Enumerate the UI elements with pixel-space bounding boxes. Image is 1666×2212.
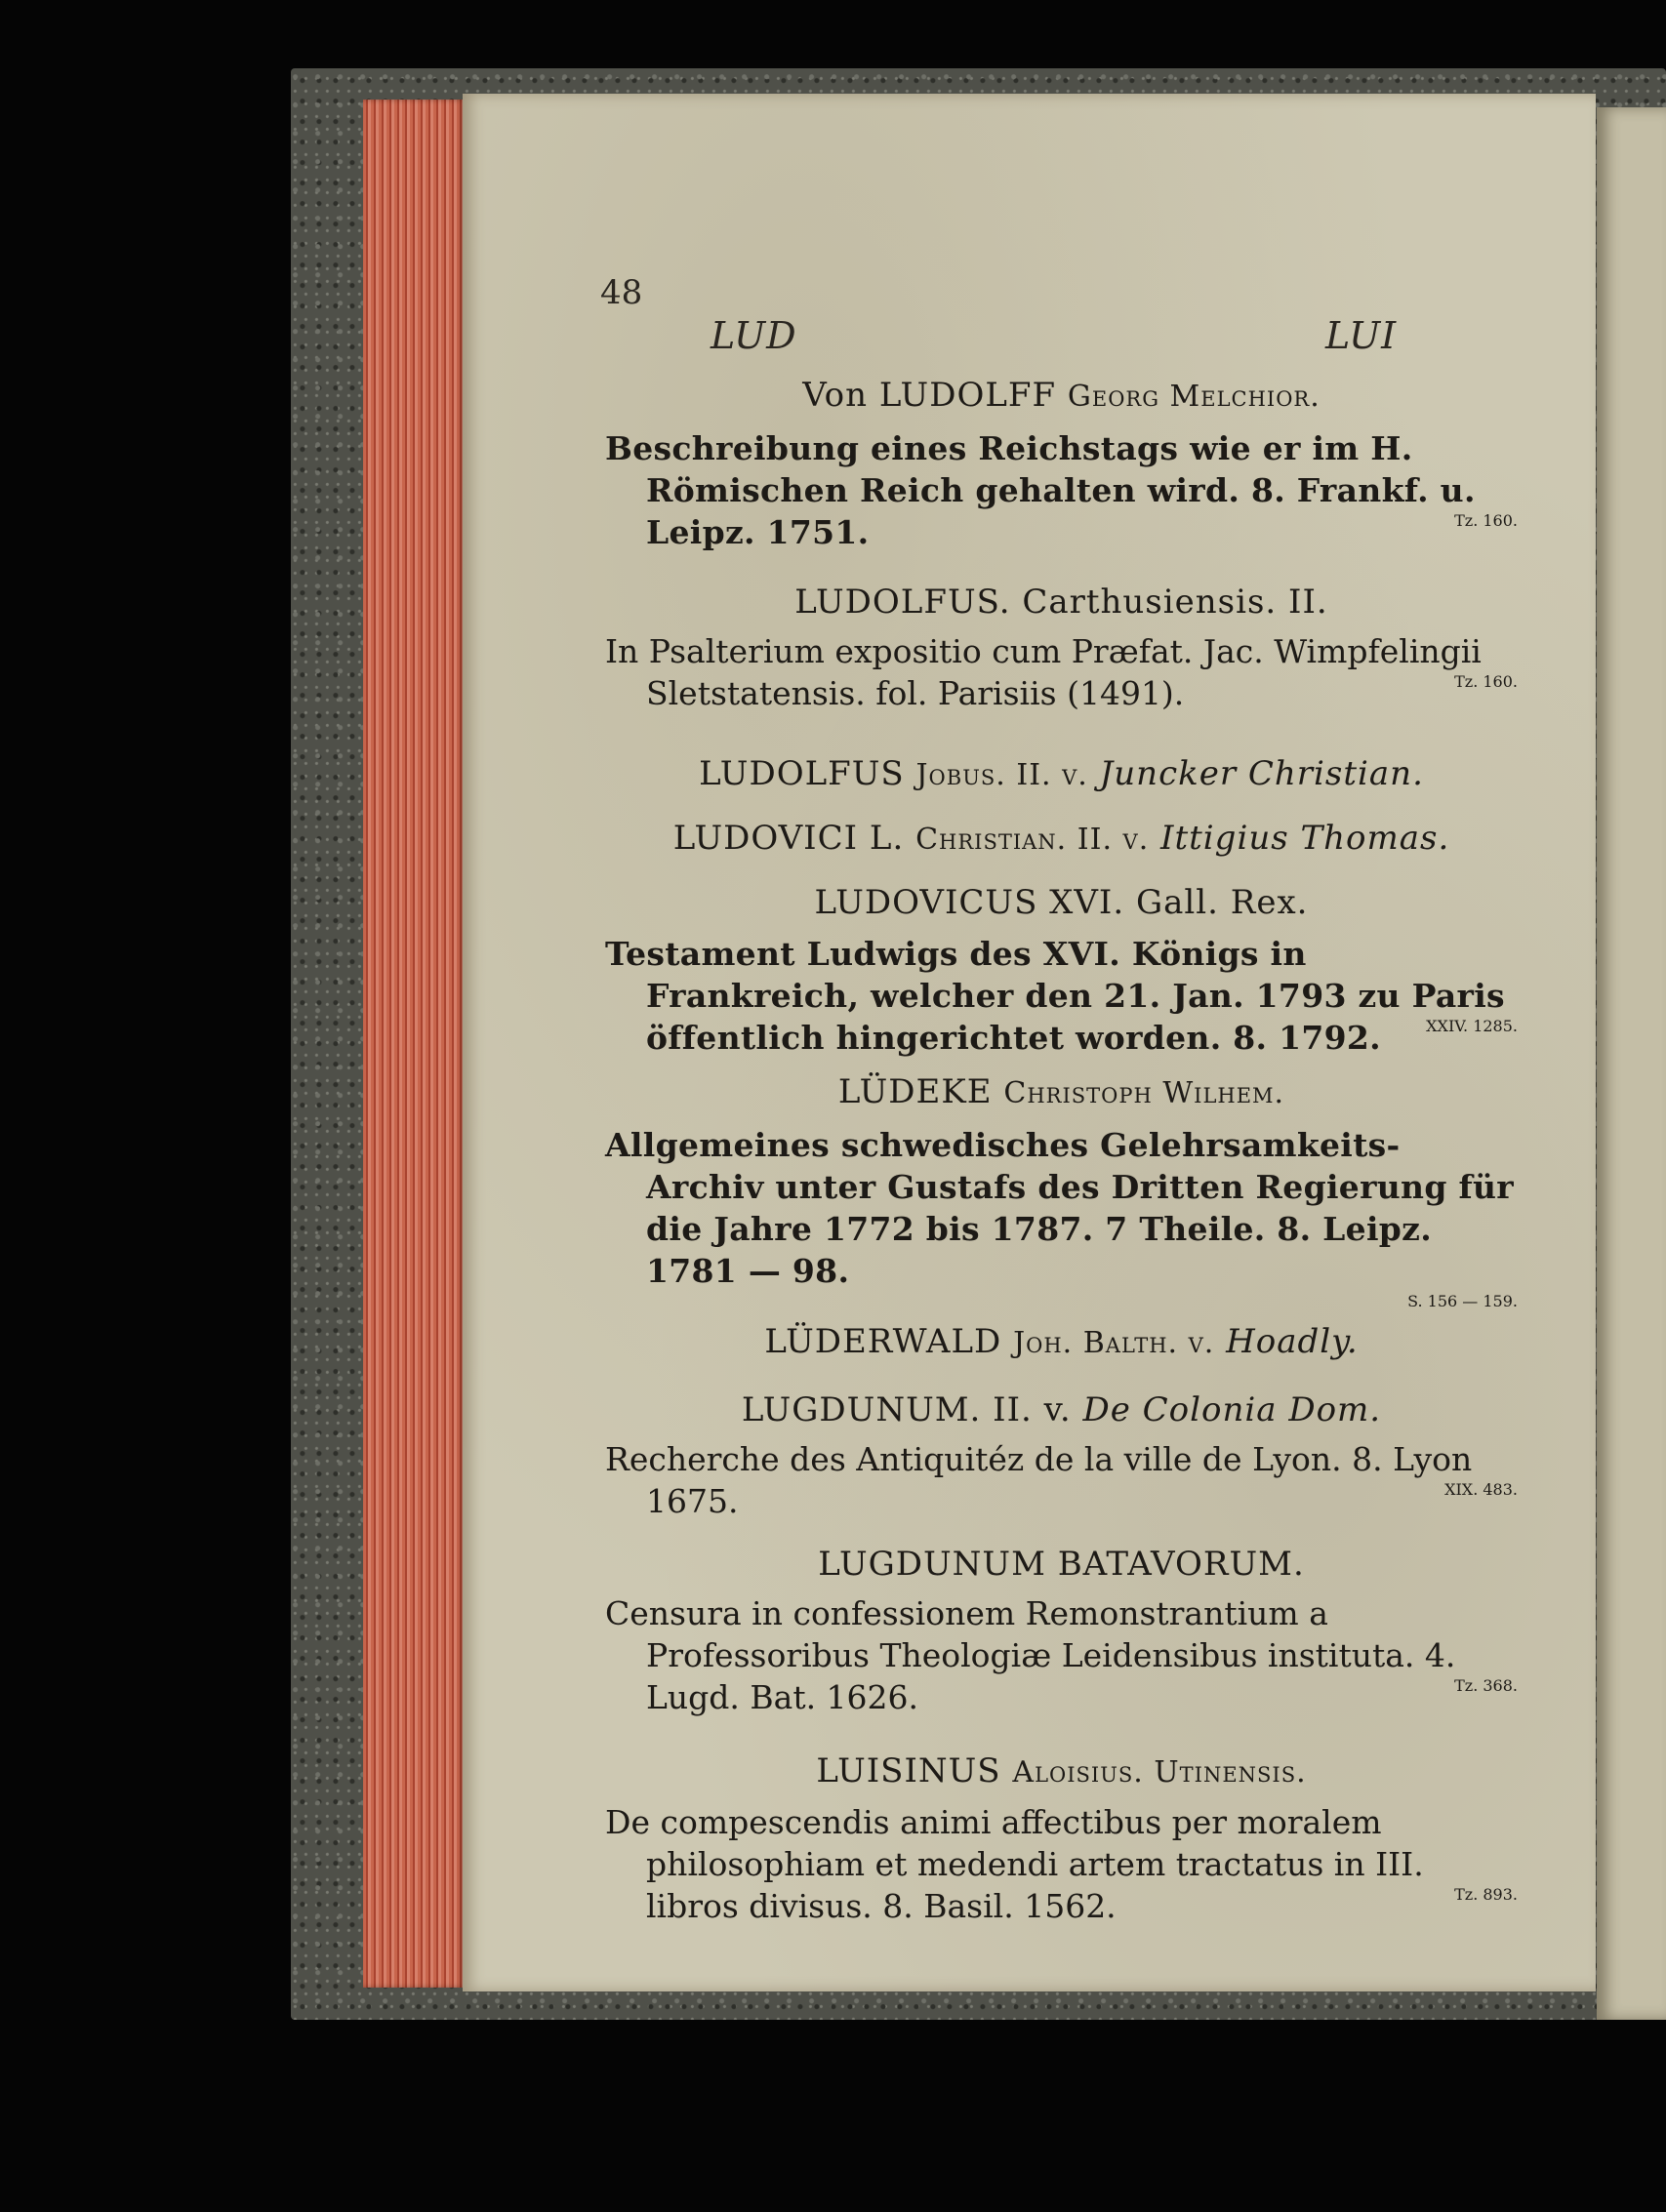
entry-reference: S. 156 — 159. bbox=[1407, 1292, 1518, 1310]
entry-reference: Tz. 368. bbox=[1454, 1676, 1518, 1695]
entry-reference: Tz. 160. bbox=[1454, 511, 1518, 530]
entry-heading bbox=[605, 816, 1518, 863]
entry-reference: Tz. 893. bbox=[1454, 1885, 1518, 1904]
catalog-entry bbox=[605, 880, 1518, 1057]
entry-heading bbox=[605, 1388, 1518, 1432]
entry-title: Allgemeines schwedisches Gelehrsamkeits-Archiv unter Gustafs des Dritten Regierung für die Jahre 1772 bis 1787. 7 Theile. 8. Leipz. 1781 — 98. bbox=[605, 1126, 1514, 1290]
running-header-left: LUD bbox=[711, 314, 797, 357]
entry-name: LUGDUNUM. II. v. bbox=[741, 1390, 1072, 1429]
entry-heading bbox=[605, 880, 1518, 925]
catalog-entry bbox=[605, 580, 1518, 712]
catalog-entry bbox=[605, 1388, 1518, 1520]
entry-title: Testament Ludwigs des XVI. Königs in Frankreich, welcher den 21. Jan. 1793 zu Paris öffentlich hingerichtet worden. 8. 1792. bbox=[605, 935, 1505, 1057]
entry-crossref: Ittigius Thomas. bbox=[1160, 819, 1450, 858]
entry-forename: Christian. II. v. bbox=[915, 823, 1150, 857]
entry-title: Beschreibung eines Reichstags wie er im H. Römischen Reich gehalten wird. 8. Frankf. u. Leipz. 1751. bbox=[605, 429, 1476, 551]
catalog-entry bbox=[605, 1319, 1518, 1366]
entry-name: LUDOLFUS. bbox=[794, 583, 1011, 622]
entry-title: In Psalterium expositio cum Præfat. Jac. Wimpfelingii Sletstatensis. fol. Parisiis (1491). bbox=[605, 632, 1482, 712]
entry-name: LÜDEKE bbox=[837, 1072, 993, 1111]
entry-crossref: Juncker Christian. bbox=[1099, 754, 1424, 793]
entry-name: Von LUDOLFF bbox=[802, 376, 1057, 415]
running-header-right: LUI bbox=[1325, 314, 1398, 357]
entry-heading bbox=[605, 1542, 1518, 1587]
entry-name: LUGDUNUM BATAVORUM. bbox=[818, 1545, 1305, 1584]
entry-heading bbox=[605, 751, 1518, 798]
entry-title: De compescendis animi affectibus per moralem philosophiam et medendi artem tractatus in III. libros divisus. 8. Basil. 1562. bbox=[605, 1803, 1424, 1925]
entry-heading bbox=[605, 580, 1518, 624]
entry-name: LUISINUS bbox=[816, 1751, 1001, 1790]
entry-reference: Tz. 160. bbox=[1454, 672, 1518, 691]
entry-title: Recherche des Antiquitéz de la ville de Lyon. 8. Lyon 1675. bbox=[605, 1440, 1473, 1520]
entry-reference: XIX. 483. bbox=[1444, 1480, 1518, 1499]
catalog-entry bbox=[605, 751, 1518, 798]
entry-forename: Carthusiensis. II. bbox=[1022, 583, 1328, 622]
entry-heading bbox=[605, 1749, 1518, 1795]
entry-heading bbox=[605, 373, 1518, 420]
entry-name: LUDOLFUS bbox=[699, 754, 905, 793]
entry-name: LUDOVICUS XVI. Gall. Rex. bbox=[814, 883, 1309, 922]
catalog-entry bbox=[605, 1069, 1518, 1310]
catalog-entry bbox=[605, 816, 1518, 863]
entry-name: LUDOVICI L. bbox=[672, 819, 905, 858]
entry-forename: Christoph Wilhem. bbox=[1003, 1076, 1285, 1110]
entry-reference: XXIV. 1285. bbox=[1426, 1017, 1518, 1035]
entry-crossref: De Colonia Dom. bbox=[1082, 1390, 1382, 1429]
entry-forename: Aloisius. Utinensis. bbox=[1012, 1755, 1307, 1790]
entry-forename: Jobus. II. v. bbox=[915, 758, 1088, 792]
facing-page-edge bbox=[1597, 107, 1666, 2020]
catalog-entry bbox=[605, 1542, 1518, 1716]
entry-crossref: Hoadly. bbox=[1226, 1322, 1359, 1361]
entry-heading bbox=[605, 1319, 1518, 1366]
entry-forename: Joh. Balth. v. bbox=[1013, 1326, 1215, 1360]
page-edge-red bbox=[363, 100, 466, 1988]
entry-title: Censura in confessionem Remonstrantium a Professoribus Theologiæ Leidensibus instituta. 4. Lugd. Bat. 1626. bbox=[605, 1594, 1456, 1716]
catalog-entry bbox=[605, 373, 1518, 551]
entry-heading bbox=[605, 1069, 1518, 1116]
page-number: 48 bbox=[600, 273, 643, 312]
catalog-entry bbox=[605, 1749, 1518, 1925]
entry-forename: Georg Melchior. bbox=[1067, 380, 1321, 414]
entry-name: LÜDERWALD bbox=[764, 1322, 1002, 1361]
